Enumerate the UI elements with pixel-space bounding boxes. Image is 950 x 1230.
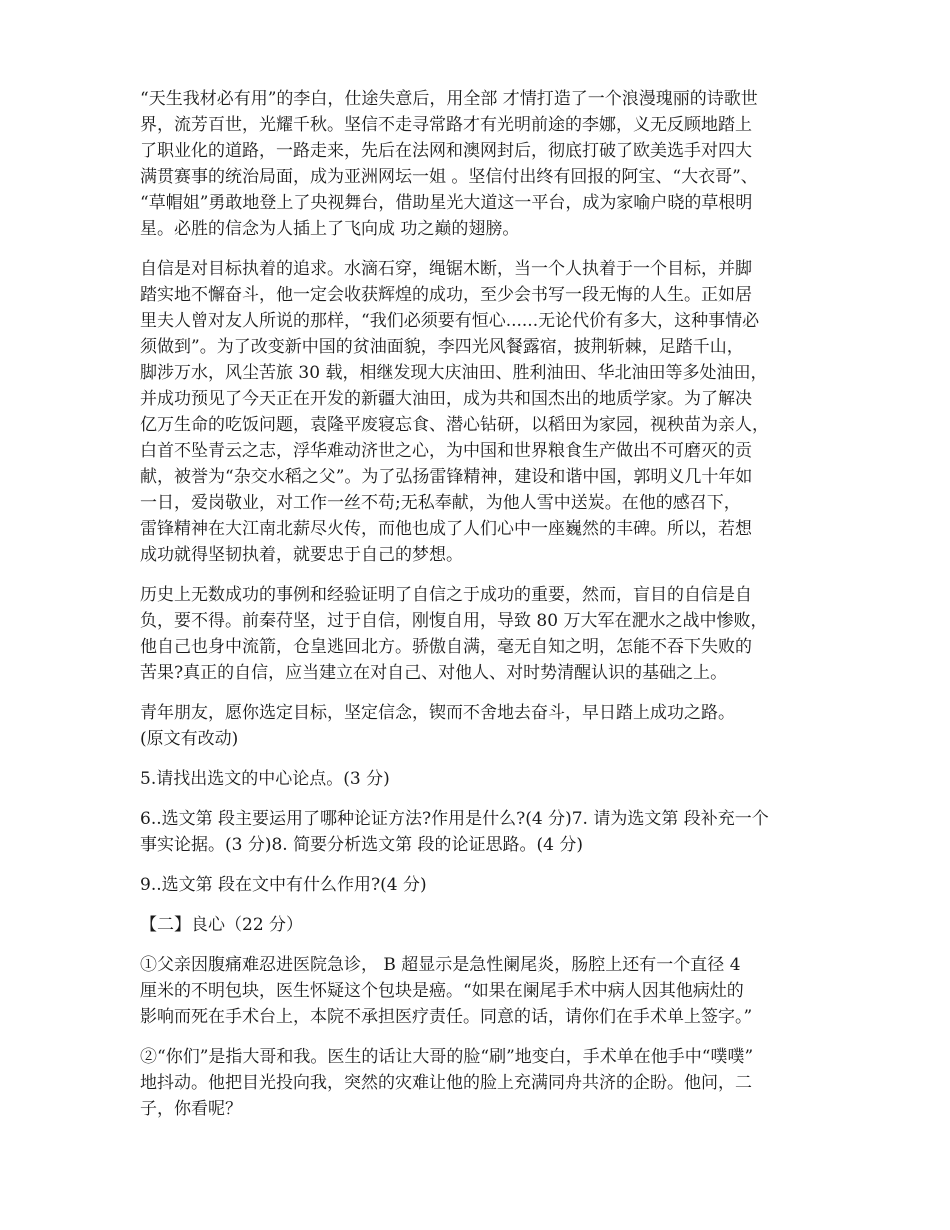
text-line: 他自己也身中流箭，仓皇逃回北方。骄傲自满，毫无自知之明，怎能不吞下失败的 (140, 637, 752, 657)
text-line: 白首不坠青云之志，浮华难动济世之心，为中国和世界粮食生产做出不可磨灭的贡 (140, 441, 752, 461)
text-line: 里夫人曾对友人所说的那样，“我们必须要有恒心......无论代价有多大，这种事情必 (140, 311, 760, 331)
text-line: 历史上无数成功的事例和经验证明了自信之于成功的重要，然而，盲目的自信是自 (140, 585, 752, 605)
text-line: “天生我材必有用”的李白，仕途失意后，用全部 才情打造了一个浪漫瑰丽的诗歌世 (140, 89, 758, 109)
text-line: 一日，爱岗敬业，对工作一丝不苟;无私奉献，为他人雪中送炭。在他的感召下， (140, 493, 741, 513)
heading-text: 【二】良心（22 分） (140, 915, 304, 935)
text-line: 6..选文第 段主要运用了哪种论证方法?作用是什么?(4 分)7. 请为选文第 段补充一个 (140, 809, 769, 829)
paragraph-conclusion (140, 700, 815, 752)
text-line: “草帽姐”勇敢地登上了央视舞台，借助星光大道这一平台，成为家喻户晓的草根明 (140, 193, 753, 213)
section-heading (140, 912, 815, 938)
text-line: 厘米的不明包块，医生怀疑这个包块是癌。“如果在阑尾手术中病人因其他病灶的 (140, 981, 744, 1001)
paragraph-persistence (140, 256, 815, 568)
text-line: 苦果?真正的自信，应当建立在对自己、对他人、对时势清醒认识的基础之上。 (140, 663, 728, 683)
text-line: 子，你看呢？ (140, 1099, 242, 1119)
text-line: 献，被誉为“杂交水稻之父”。为了弘扬雷锋精神，建设和谐中国，郭明义几十年如 (140, 467, 753, 487)
text-line: 9..选文第 段在文中有什么作用?(4 分) (140, 875, 427, 895)
question-9 (140, 872, 815, 898)
text-line: 负，要不得。前秦苻坚，过于自信，刚愎自用，导致 80 万大军在淝水之战中惨败， (140, 611, 768, 631)
text-line: 亿万生命的吃饭问题，袁隆平废寝忘食、潜心钻研，以稻田为家园，视秧苗为亲人， (140, 415, 769, 435)
text-line: 并成功预见了今天正在开发的新疆大油田，成为共和国杰出的地质学家。为了解决 (140, 389, 752, 409)
text-line: 影响而死在手术台上，本院不承担医疗责任。同意的话，请你们在手术单上签字。” (140, 1007, 753, 1027)
paragraph-li-bai (140, 86, 815, 242)
text-line: 星。必胜的信念为人插上了飞向成 功之巅的翅膀。 (140, 219, 520, 239)
text-line: 5.请找出选文的中心论点。(3 分) (140, 769, 390, 789)
question-6-8 (140, 806, 815, 858)
text-line: 了职业化的道路，一路走来，先后在法网和澳网封后，彻底打破了欧美选手对四大 (140, 141, 752, 161)
text-line: 青年朋友，愿你选定目标，坚定信念，锲而不舍地去奋斗，早日踏上成功之路。 (140, 703, 735, 723)
text-line: 事实论据。(3 分)8. 简要分析选文第 段的论证思路。(4 分) (140, 835, 583, 855)
text-line: 成功就得坚韧执着，就要忠于自己的梦想。 (140, 545, 463, 565)
text-line: 踏实地不懈奋斗，他一定会收获辉煌的成功，至少会书写一段无悔的人生。正如居 (140, 285, 752, 305)
text-line: 雷锋精神在大江南北薪尽火传，而他也成了人们心中一座巍然的丰碑。所以，若想 (140, 519, 752, 539)
text-line: 满贯赛事的统治局面，成为亚洲网坛一姐 。坚信付出终有回报的阿宝、“大衣哥”、 (140, 167, 758, 187)
text-line: 界，流芳百世，光耀千秋。坚信不走寻常路才有光明前途的李娜，义无反顾地踏上 (140, 115, 752, 135)
text-line: 脚涉万水，风尘苦旅 30 载，相继发现大庆油田、胜利油田、华北油田等多处油田， (140, 363, 768, 383)
paragraph-overconfidence (140, 582, 815, 686)
text-line: 地抖动。他把目光投向我，突然的灾难让他的脸上充满同舟共济的企盼。他问，二 (140, 1073, 752, 1093)
source-note: (原文有改动) (140, 729, 239, 749)
text-line: 须做到”。为了改变新中国的贫油面貌，李四光风餐露宿，披荆斩棘，足踏千山， (140, 337, 744, 357)
question-5 (140, 766, 815, 792)
text-line: 自信是对目标执着的追求。水滴石穿，绳锯木断，当一个人执着于一个目标，并脚 (140, 259, 752, 279)
text-line: ②“你们”是指大哥和我。医生的话让大哥的脸“刷”地变白，手术单在他手中“噗噗” (140, 1047, 754, 1067)
story-paragraph-2 (140, 1044, 815, 1122)
story-paragraph-1 (140, 952, 815, 1030)
document-page (140, 86, 815, 1136)
text-line: ①父亲因腹痛难忍进医院急诊， B 超显示是急性阑尾炎，肠腔上还有一个直径 4 (140, 955, 741, 975)
